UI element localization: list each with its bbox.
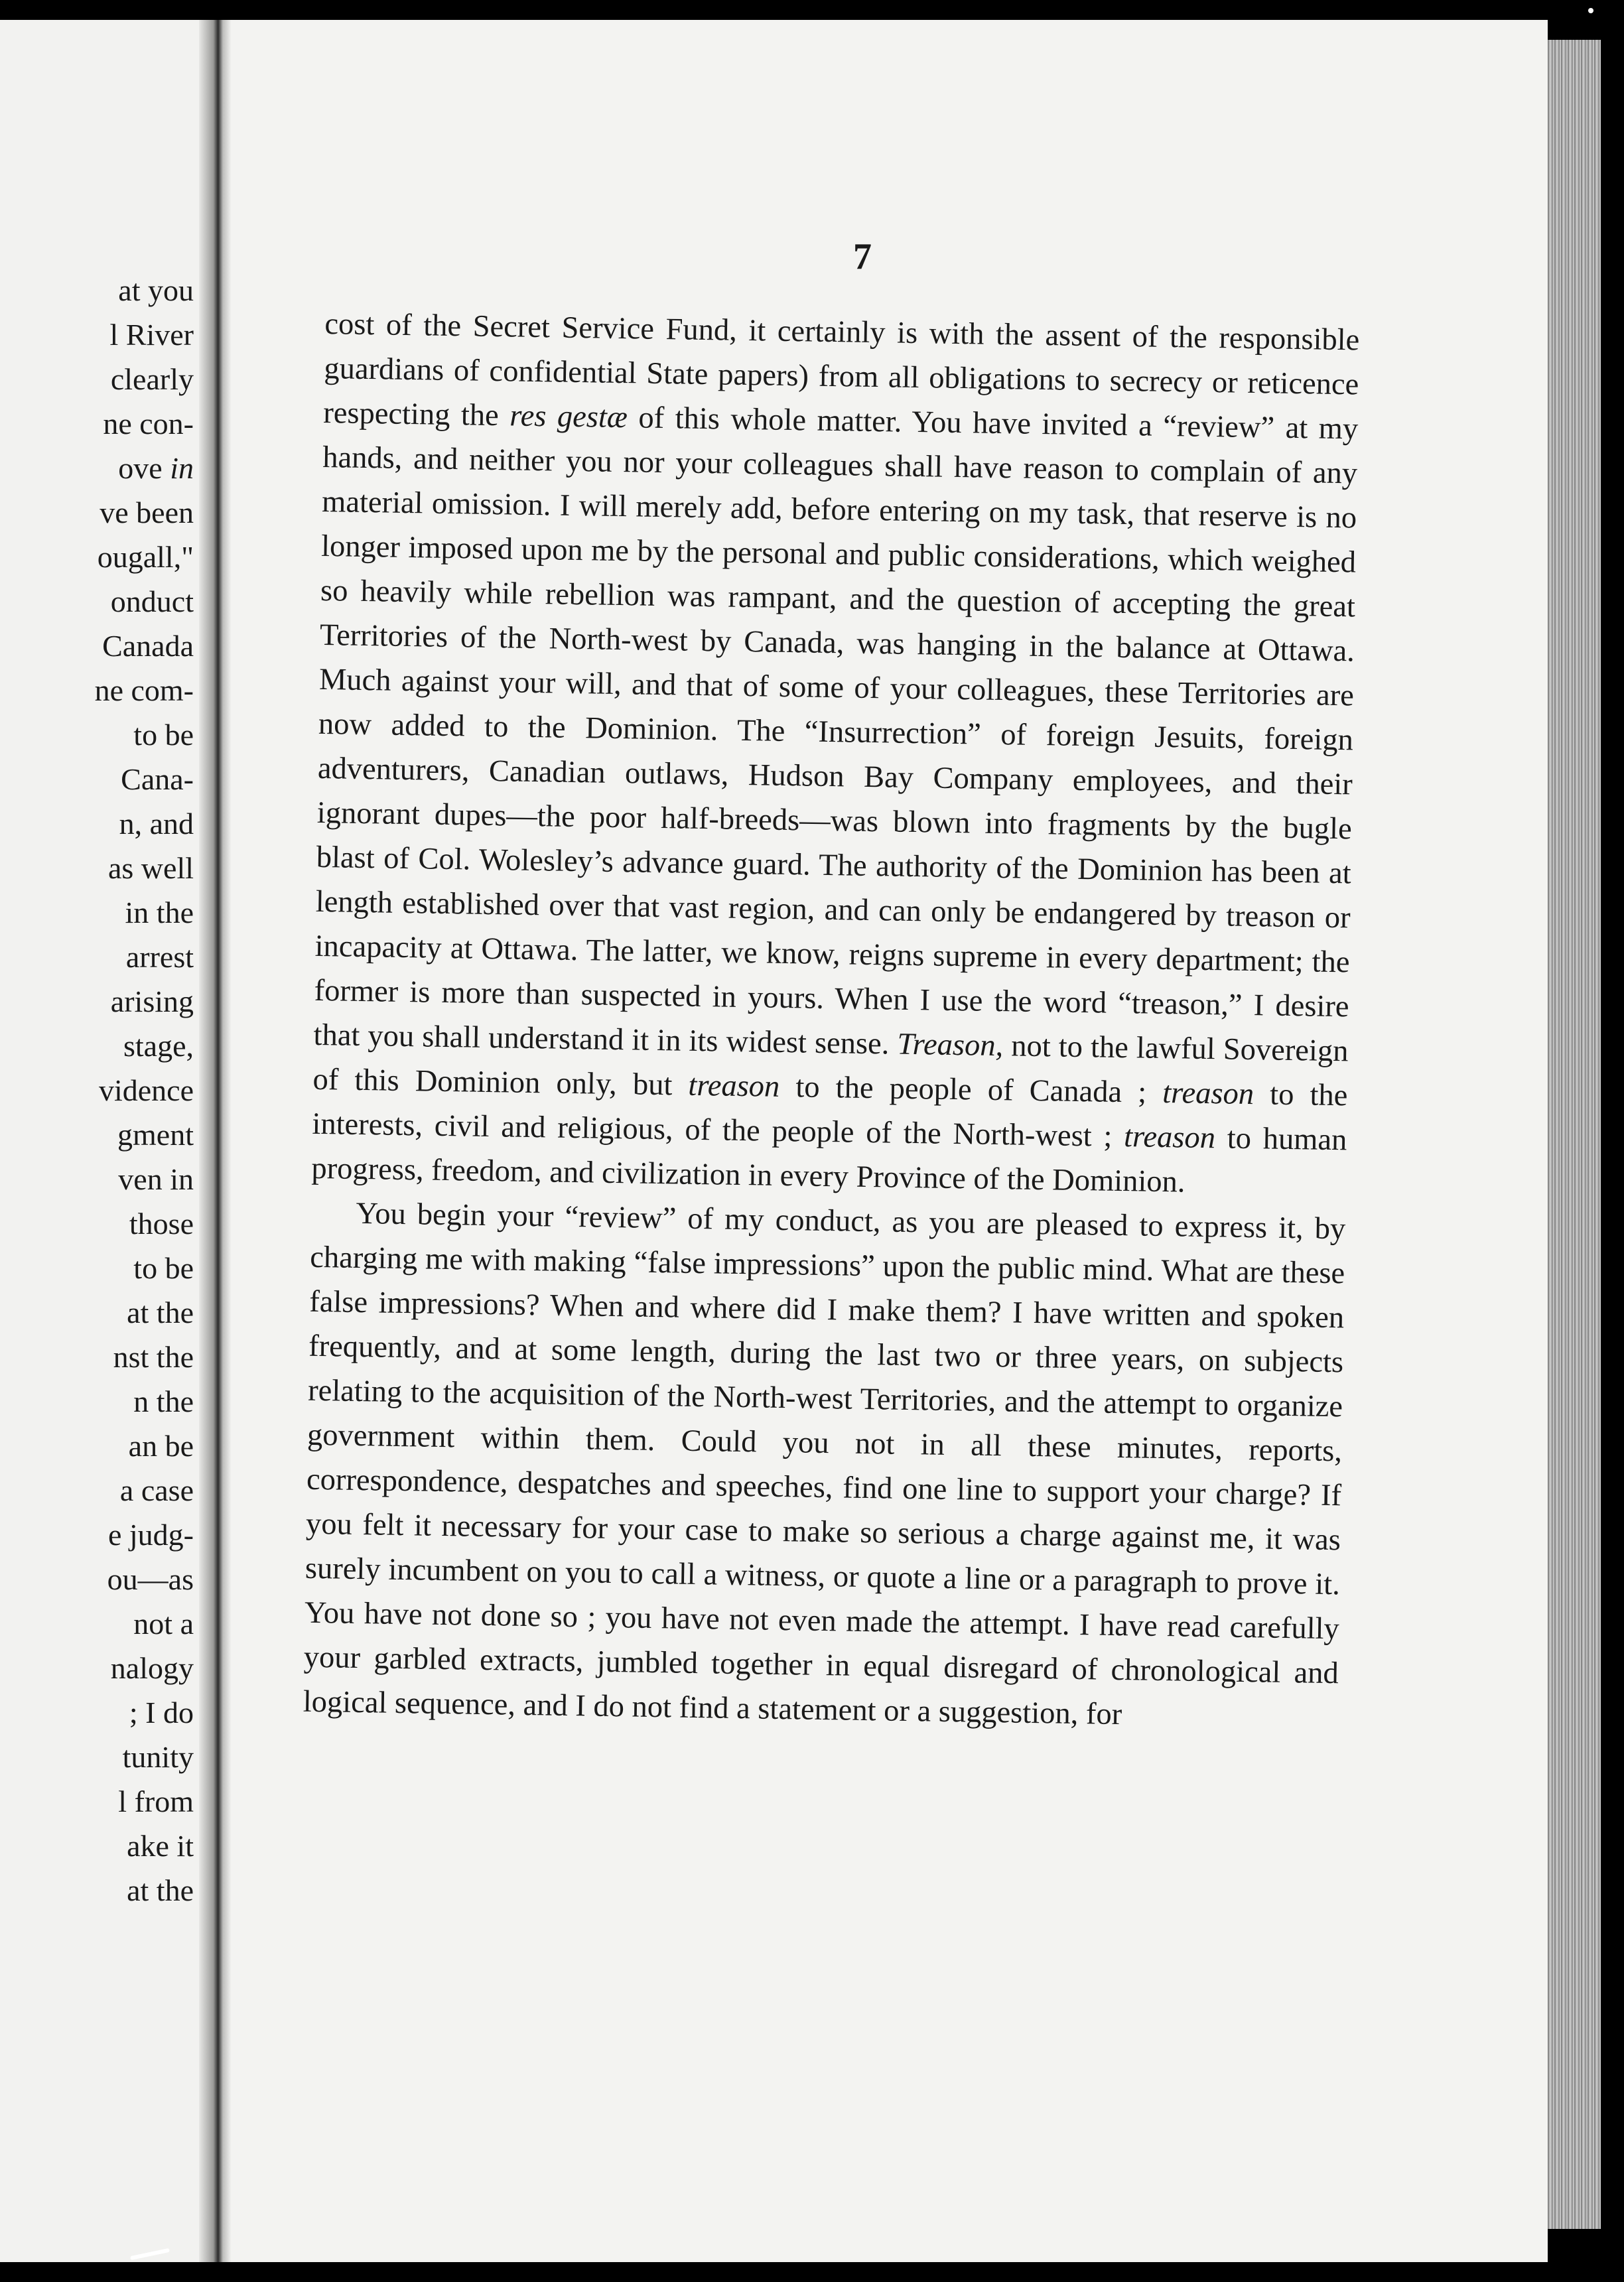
left-page-fragment: an be	[128, 1429, 194, 1463]
left-page-fragment: arising	[110, 984, 194, 1018]
left-page-fragment: as well	[107, 851, 194, 885]
left-page-fragment: nst the	[113, 1340, 194, 1374]
left-page-fragment: a case	[119, 1473, 194, 1507]
left-page-fragment: in the	[125, 896, 194, 929]
left-page-fragment: ne com-	[94, 673, 194, 707]
paragraph-2: You begin your “review” of my conduct, as you are pleased to express it, by charging me with making “false impressions” upon the public mind. What are these false impressions? When and where did I make them? I have written and spoken frequently, and at some length, during the last two or three years, on subjects relating to the acquisition of the North-west Territories, and the attempt to organize government within them. Could you not in all these minutes, reports, correspondence, despatches and speeches, find one line to support your charge? If you felt it necessary for your case to make so serious a charge against me, it was surely incumbent on you to call a witness, or quote a line or a paragraph to prove it. You have not done so ; you have not even made the attempt. I have read carefully your garbled extracts, jumbled together in equal disregard of chronological and logical sequence, and I do not find a statement or a suggestion, for	[303, 1196, 1346, 1732]
left-page-fragment: l River	[109, 318, 194, 352]
left-page-fragment: gment	[117, 1118, 194, 1152]
paragraph-1: cost of the Secret Service Fund, it certainly is with the assent of the responsible guardians of confidential State papers) from all obligations to secrecy or reticence respecting the res gestæ of this whole matter. You have invited a “review” at my hands, and neither you nor your colleagues shall have reason to complain of any material omission. I will merely add, before entering on my task, that reserve is no longer imposed upon me by the personal and public considerations, which weighed so heavily while rebellion was rampant, and the question of accepting the great Territories of the North-west by Canada, was hanging in the balance at Ottawa. Much against your will, and that of some of your colleagues, these Territories are now added to the Dominion. The “Insurrection” of foreign Jesuits, foreign adventurers, Canadian outlaws, Hudson Bay Company employees, and their ignorant dupes—the poor half-breeds—was blown into fragments by the bugle blast of Col. Wolesley’s advance guard. The authority of the Dominion has been at length established over that vast region, and can only be endangered by treason or incapacity at Ottawa. The latter, we know, reigns supreme in every department; the former is more than suspected in yours. When I use the word “treason,” I desire that you shall understand it in its widest sense. Treason, not to the lawful Sovereign of this Dominion only, but treason to the people of Canada ; treason to the interests, civil and religious, of the people of the North-west ; treason to human progress, freedom, and civilization in every Province of the Dominion.	[311, 306, 1360, 1199]
left-page-fragment: those	[129, 1207, 194, 1241]
italic-word: treason	[1123, 1120, 1216, 1156]
left-page-fragment: tunity	[122, 1740, 194, 1774]
left-page-fragment: ne con-	[103, 407, 194, 440]
scan-speck	[1588, 8, 1593, 13]
left-page-fragment: Cana-	[121, 762, 194, 796]
left-page-fragment: clearly	[110, 362, 194, 396]
left-page-fragment: Canada	[102, 629, 194, 663]
left-page-fragment: ougall,"	[97, 540, 194, 574]
left-page	[0, 20, 199, 2262]
left-page-fragment: at the	[127, 1296, 194, 1329]
body-text	[303, 302, 1359, 1740]
left-page-fragment: n, and	[119, 807, 194, 840]
italic-word: treason	[688, 1068, 780, 1104]
left-page-fragment: stage,	[123, 1029, 194, 1063]
italic-phrase: res gestæ	[509, 399, 628, 435]
left-page-fragment: ven in	[118, 1162, 194, 1196]
left-page-fragment: not a	[133, 1607, 194, 1641]
left-page-fragment: n the	[133, 1384, 194, 1418]
left-page-fragment: ove in	[118, 451, 194, 485]
left-page-fragment: ake it	[127, 1829, 194, 1863]
left-page-fragment: e judg-	[107, 1518, 194, 1552]
left-page-fragment: at the	[127, 1873, 194, 1907]
left-page-fragment: ; I do	[129, 1696, 194, 1729]
left-page-fragment: onduct	[110, 584, 194, 618]
left-page-fragment: ve been	[100, 496, 194, 529]
left-page-fragment: arrest	[125, 940, 194, 974]
italic-word: treason	[1162, 1075, 1254, 1112]
page-edges	[1548, 40, 1601, 2229]
book-gutter	[199, 20, 231, 2262]
left-page-fragment: to be	[133, 718, 194, 752]
left-page-fragment: vidence	[98, 1073, 194, 1107]
page-number: 7	[853, 236, 872, 277]
left-page-fragment: ou—as	[107, 1562, 194, 1596]
left-page-fragment: at you	[118, 273, 194, 307]
left-page-fragment: l from	[118, 1784, 194, 1818]
italic-word: Treason,	[897, 1027, 1004, 1063]
left-page-fragment: nalogy	[110, 1651, 194, 1685]
left-page-fragment: to be	[133, 1251, 194, 1285]
